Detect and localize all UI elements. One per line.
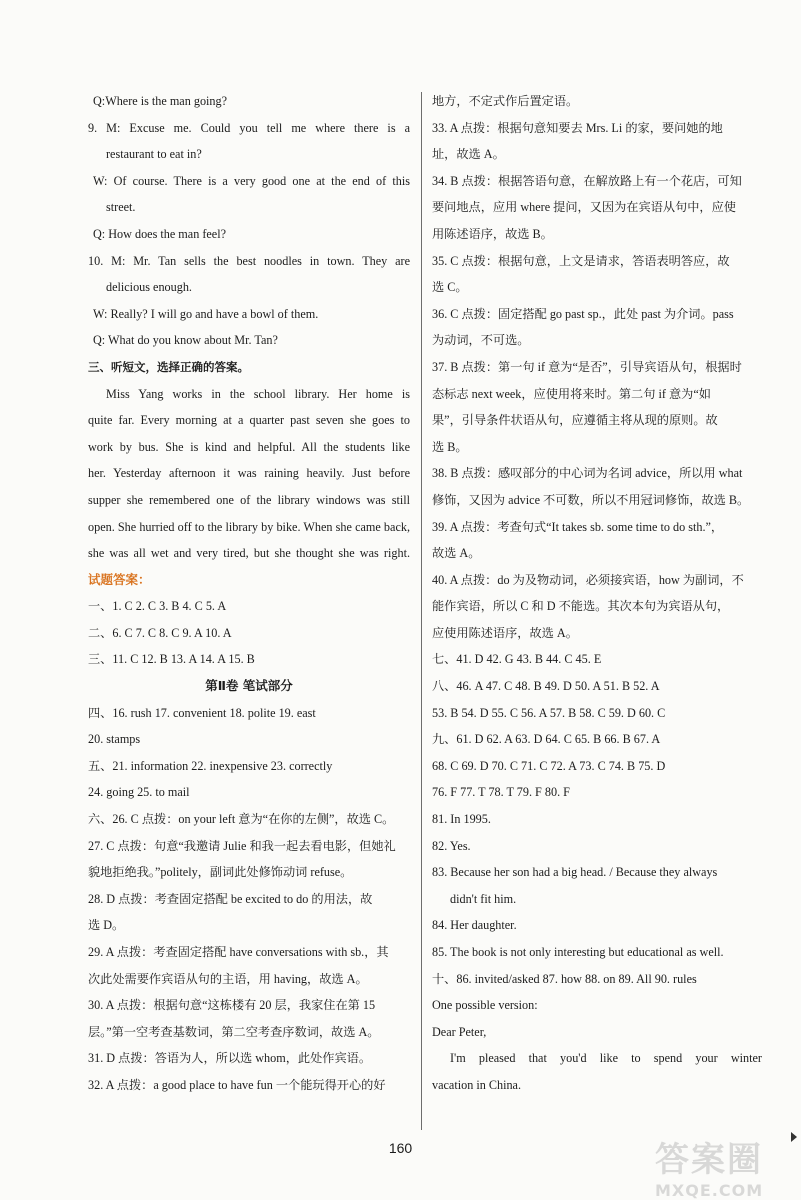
right-line: 八、46. A 47. C 48. B 49. D 50. A 51. B 52. A — [432, 679, 660, 694]
left-line: 二、6. C 7. C 8. C 9. A 10. A — [88, 625, 232, 640]
left-line: Q:Where is the man going? — [93, 94, 228, 108]
right-line: 36. C 点拨：固定搭配 go past sp.，此处 past 为介词。pass — [432, 306, 734, 321]
right-line: 态标志 next week，应使用将来时。第二句 if 意为“如 — [432, 386, 711, 401]
left-line: restaurant to eat in? — [106, 147, 202, 162]
left-line: 9. M: Excuse me. Could you tell me where there is a — [88, 120, 410, 135]
right-line: 76. F 77. T 78. T 79. F 80. F — [432, 785, 570, 800]
column-divider — [421, 92, 422, 1130]
left-line: 一、1. C 2. C 3. B 4. C 5. A — [88, 599, 227, 614]
right-column — [432, 88, 762, 1099]
left-line: 27. C 点拨：句意“我邀请 Julie 和我一起去看电影，但她礼 — [88, 838, 396, 853]
right-line: 82. Yes. — [432, 838, 471, 853]
right-line: 选 C。 — [432, 280, 468, 295]
right-line: 38. B 点拨：感叹部分的中心词为名词 advice，所以用 what — [432, 466, 743, 481]
left-line: 31. D 点拨：答语为人，所以选 whom，此处作宾语。 — [88, 1051, 372, 1066]
left-line: delicious enough. — [106, 280, 192, 295]
right-line: 应使用陈述语序，故选 A。 — [432, 625, 578, 640]
watermark-logo — [655, 1132, 785, 1200]
right-line: 七、41. D 42. G 43. B 44. C 45. E — [432, 652, 602, 667]
right-line: 九、61. D 62. A 63. D 64. C 65. B 66. B 67. A — [432, 732, 661, 747]
right-line: 68. C 69. D 70. C 71. C 72. A 73. C 74. B 75. D — [432, 758, 666, 773]
right-line: 53. B 54. D 55. C 56. A 57. B 58. C 59. D 60. C — [432, 705, 666, 720]
right-line: 要问地点，应用 where 提问，又因为在宾语从句中，应使 — [432, 200, 736, 215]
right-line: 能作宾语，所以 C 和 D 不能选。其次本句为宾语从句， — [432, 599, 730, 614]
right-line: 84. Her daughter. — [432, 918, 517, 933]
left-line: quite far. Every morning at a quarter past seven she goes to — [88, 413, 410, 428]
left-line: 三、11. C 12. B 13. A 14. A 15. B — [88, 652, 255, 667]
right-line: 选 B。 — [432, 439, 468, 454]
left-line: 六、26. C 点拨：on your left 意为“在你的左侧”，故选 C。 — [88, 812, 395, 827]
left-line: Q: How does the man feel? — [93, 226, 227, 241]
left-column — [88, 88, 410, 1099]
right-line: 用陈述语序，故选 B。 — [432, 226, 553, 241]
left-line: open. She hurried off to the library by bike. When she came back, — [88, 519, 410, 534]
left-line: 貌地拒绝我。”politely，副词此处修饰动词 refuse。 — [88, 865, 353, 880]
right-line: 35. C 点拨：根据句意，上文是请求，答语表明答应，故 — [432, 253, 730, 268]
right-line: 果”，引导条件状语从句，应遵循主将从现的原则。故 — [432, 413, 718, 428]
right-line: 址，故选 A。 — [432, 147, 505, 162]
left-line: 五、21. information 22. inexpensive 23. correctly — [88, 758, 333, 773]
left-line: 30. A 点拨：根据句意“这栋楼有 20 层，我家住在第 15 — [88, 998, 376, 1013]
right-line: vacation in China. — [432, 1077, 522, 1092]
left-line: Q: What do you know about Mr. Tan? — [93, 333, 278, 348]
left-line: street. — [106, 200, 136, 215]
right-line: Dear Peter, — [432, 1024, 487, 1039]
left-line: 次此处需要作宾语从句的主语，用 having，故选 A。 — [88, 971, 368, 986]
left-line: 28. D 点拨：考查固定搭配 be excited to do 的用法，故 — [88, 891, 373, 906]
right-line: 40. A 点拨：do 为及物动词，必须接宾语，how 为副词，不 — [432, 572, 744, 587]
left-line: 10. M: Mr. Tan sells the best noodles in town. They are — [88, 253, 410, 268]
right-line: didn't fit him. — [450, 891, 517, 906]
right-line: 故选 A。 — [432, 546, 481, 561]
left-line: supper she remembered one of the library windows was still — [88, 492, 410, 507]
right-line: I'm pleased that you'd like to spend your winter — [450, 1051, 762, 1066]
right-line: 修饰，又因为 advice 不可数，所以不用冠词修饰，故选 B。 — [432, 492, 750, 507]
left-line: 四、16. rush 17. convenient 18. polite 19. east — [88, 705, 316, 720]
left-line: her. Yesterday afternoon it was raining heavily. Just before — [88, 466, 410, 481]
right-line: 81. In 1995. — [432, 812, 491, 827]
left-line: 29. A 点拨：考查固定搭配 have conversations with sb.，其 — [88, 945, 389, 959]
left-line: W: Really? I will go and have a bowl of them. — [93, 306, 319, 321]
right-line: 34. B 点拨：根据答语句意，在解放路上有一个花店，可知 — [432, 173, 742, 188]
watermark-url: MXQE.COM — [655, 1181, 764, 1200]
left-line: work by bus. She is kind and helpful. All the students like — [88, 439, 410, 454]
left-line: 24. going 25. to mail — [88, 785, 190, 800]
left-line: W: Of course. There is a very good one at the end of this — [93, 173, 410, 188]
right-line: 33. A 点拨：根据句意知要去 Mrs. Li 的家，要问她的地 — [432, 120, 723, 135]
right-line: 37. B 点拨：第一句 if 意为“是否”，引导宾语从句，根据时 — [432, 359, 742, 374]
left-line: 试题答案： — [88, 571, 151, 587]
left-line: she was all wet and very tired, but she thought she was right. — [88, 546, 410, 561]
page-number: 160 — [388, 1140, 413, 1156]
left-line: 20. stamps — [88, 732, 141, 747]
left-line: 三、听短文，选择正确的答案。 — [88, 359, 249, 374]
left-line: 选 D。 — [88, 918, 125, 933]
watermark-title: 答案圈 — [655, 1140, 763, 1180]
next-page-arrow-icon — [791, 1132, 797, 1142]
right-line: 为动词，不可选。 — [432, 333, 530, 348]
right-line: One possible version: — [432, 998, 538, 1013]
right-line: 83. Because her son had a big head. / Because they always — [432, 865, 718, 880]
right-line: 85. The book is not only interesting but educational as well. — [432, 945, 724, 959]
left-line: Miss Yang works in the school library. Her home is — [106, 386, 410, 401]
left-line: 第Ⅱ卷 笔试部分 — [205, 678, 293, 694]
left-line: 32. A 点拨：a good place to have fun 一个能玩得开心的好 — [88, 1077, 386, 1092]
right-line: 地方，不定式作后置定语。 — [432, 94, 579, 108]
left-line: 层。”第一空考查基数词，第二空考查序数词，故选 A。 — [88, 1024, 380, 1039]
right-line: 39. A 点拨：考查句式“It takes sb. some time to do sth.”， — [432, 519, 724, 534]
right-line: 十、86. invited/asked 87. how 88. on 89. All 90. rules — [432, 971, 697, 986]
